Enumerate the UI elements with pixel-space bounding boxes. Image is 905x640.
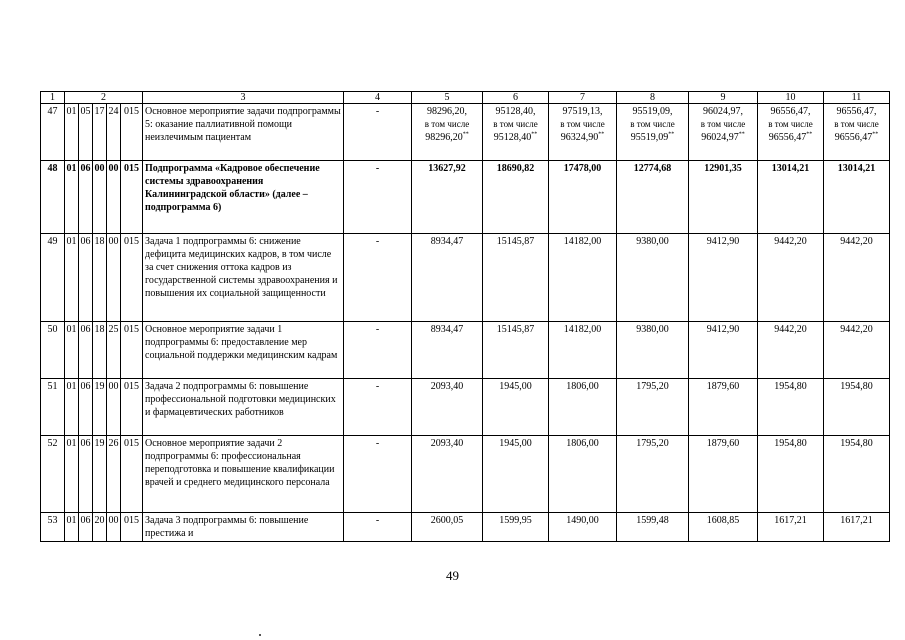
code-cell: 06 (79, 322, 93, 379)
value-cell (824, 436, 890, 513)
value-amount: 96024,97, (703, 106, 743, 117)
value-amount: 1490,00 (566, 515, 599, 526)
value-sub-amount: 98296,20 (425, 132, 463, 143)
code-cell: 19 (93, 436, 107, 513)
value-amount: 13014,21 (837, 163, 876, 174)
code-cell: 00 (107, 379, 121, 436)
dash-cell: - (344, 322, 412, 379)
code-cell: 015 (121, 104, 143, 161)
code-cell: 18 (93, 234, 107, 322)
value-amount: 15145,87 (496, 324, 535, 335)
value-amount: 2600,05 (430, 515, 464, 526)
value-amount: 14182,00 (563, 324, 602, 335)
value-amount: 8934,47 (430, 324, 464, 335)
footnote-mark: ** (872, 131, 879, 138)
value-cell (412, 104, 483, 161)
row-number-cell: 48 (41, 161, 65, 234)
code-cell: 01 (65, 322, 79, 379)
table-row (41, 104, 890, 161)
code-cell: 06 (79, 436, 93, 513)
code-cell: 19 (93, 379, 107, 436)
value-sub-amount: 96556,47 (768, 132, 807, 143)
value-amount: 1617,21 (774, 515, 807, 526)
value-cell (412, 322, 483, 379)
code-cell: 00 (107, 513, 121, 542)
value-cell (758, 322, 824, 379)
value-amount: 2093,40 (430, 438, 464, 449)
value-amount: 2093,40 (430, 381, 464, 392)
code-cell: 17 (93, 104, 107, 161)
row-number-cell: 51 (41, 379, 65, 436)
value-cell (617, 161, 689, 234)
value-amount: 95519,09, (632, 106, 673, 117)
value-amount: 9380,00 (636, 236, 669, 247)
dash-cell: - (344, 513, 412, 542)
value-cell (689, 379, 758, 436)
value-cell (549, 513, 617, 542)
value-cell (617, 513, 689, 542)
value-amount: 1599,95 (499, 515, 532, 526)
header-cell: 3 (143, 92, 344, 104)
code-cell: 24 (107, 104, 121, 161)
value-cell (758, 161, 824, 234)
value-cell (689, 436, 758, 513)
table-row (41, 513, 890, 542)
value-cell (758, 436, 824, 513)
value-cell (689, 322, 758, 379)
value-amount: 1795,20 (636, 438, 669, 449)
value-cell (689, 161, 758, 234)
row-number-cell: 53 (41, 513, 65, 542)
value-cell (549, 322, 617, 379)
value-sub-amount: 96024,97 (701, 132, 739, 143)
value-amount: 1945,00 (499, 438, 532, 449)
dash-cell: - (344, 161, 412, 234)
value-amount: 1617,21 (840, 515, 873, 526)
code-cell: 015 (121, 161, 143, 234)
header-cell: 8 (617, 92, 689, 104)
description-cell: Подпрограмма «Кадровое обеспечение системы здравоохранения Калининградской области» (далее – подпрограмма 6) (143, 161, 344, 234)
value-cell (689, 513, 758, 542)
dash-cell: - (344, 104, 412, 161)
value-amount: 9380,00 (636, 324, 669, 335)
value-amount: 9412,90 (706, 236, 740, 247)
value-amount: 8934,47 (430, 236, 464, 247)
value-cell (483, 234, 549, 322)
footnote-mark: ** (531, 131, 538, 138)
code-cell: 25 (107, 322, 121, 379)
value-amount: 1806,00 (566, 381, 599, 392)
description-cell: Задача 1 подпрограммы 6: снижение дефицита медицинских кадров, в том числе за счет снижения оттока кадров из государственной системы здравоохранения и повышения их социальной защищенности (143, 234, 344, 322)
value-cell (412, 513, 483, 542)
value-cell (689, 104, 758, 161)
header-cell: 4 (344, 92, 412, 104)
value-cell (617, 436, 689, 513)
value-cell (483, 379, 549, 436)
value-amount: 1879,60 (706, 381, 740, 392)
value-amount: 13014,21 (771, 163, 810, 174)
value-amount: 1954,80 (840, 438, 873, 449)
value-sub-amount: 95519,09 (630, 132, 669, 143)
value-cell (483, 161, 549, 234)
value-amount: 9442,20 (840, 236, 873, 247)
description-cell: Задача 3 подпрограммы 6: повышение престижа и (143, 513, 344, 542)
value-amount: 9442,20 (840, 324, 873, 335)
page-number: 49 (446, 568, 459, 583)
value-amount: 95128,40, (495, 106, 536, 117)
code-cell: 01 (65, 379, 79, 436)
value-amount: 12901,35 (704, 163, 742, 174)
value-amount: 1954,80 (840, 381, 873, 392)
value-cell (549, 234, 617, 322)
description-cell: Основное мероприятие задачи подпрограммы 5: оказание паллиативной помощи неизлечимым пациентам (143, 104, 344, 161)
dash-cell: - (344, 379, 412, 436)
description-cell: Задача 2 подпрограммы 6: повышение профессиональной подготовки медицинских и фармацевтических работников (143, 379, 344, 436)
code-cell: 015 (121, 436, 143, 513)
code-cell: 06 (79, 234, 93, 322)
footnote-mark: ** (598, 131, 605, 138)
value-including-label: в том числе (630, 119, 675, 129)
value-cell (412, 234, 483, 322)
footnote-mark: ** (738, 131, 745, 138)
value-sub-amount: 96324,90 (560, 132, 599, 143)
value-cell (758, 104, 824, 161)
header-cell: 5 (412, 92, 483, 104)
value-cell (549, 161, 617, 234)
value-amount: 13627,92 (428, 163, 466, 174)
value-including-label: в том числе (834, 119, 879, 129)
description-cell: Основное мероприятие задачи 2 подпрограммы 6: профессиональная переподготовка и повышение квалификации врачей и среднего медицинского персонала (143, 436, 344, 513)
value-amount: 1608,85 (706, 515, 740, 526)
code-cell: 01 (65, 436, 79, 513)
code-cell: 05 (79, 104, 93, 161)
value-cell (758, 379, 824, 436)
code-cell: 01 (65, 234, 79, 322)
footnote-mark: ** (806, 131, 813, 138)
value-cell (824, 379, 890, 436)
value-cell (412, 436, 483, 513)
value-cell (483, 104, 549, 161)
value-amount: 96556,47, (836, 106, 877, 117)
table-row (41, 436, 890, 513)
value-including-label: в том числе (424, 119, 470, 129)
value-amount: 1945,00 (499, 381, 532, 392)
value-amount: 14182,00 (563, 236, 602, 247)
value-cell (617, 234, 689, 322)
value-cell (549, 104, 617, 161)
row-number-cell: 47 (41, 104, 65, 161)
code-cell: 01 (65, 161, 79, 234)
value-cell (824, 104, 890, 161)
code-cell: 01 (65, 513, 79, 542)
code-cell: 015 (121, 322, 143, 379)
code-cell: 20 (93, 513, 107, 542)
value-cell (483, 436, 549, 513)
header-cell: 6 (483, 92, 549, 104)
value-cell (483, 513, 549, 542)
code-cell: 00 (93, 161, 107, 234)
value-amount: 1954,80 (774, 381, 807, 392)
value-amount: 1599,48 (636, 515, 669, 526)
value-cell (549, 379, 617, 436)
value-amount: 1954,80 (774, 438, 807, 449)
code-cell: 06 (79, 379, 93, 436)
value-sub-amount: 95128,40 (493, 132, 532, 143)
header-cell: 7 (549, 92, 617, 104)
row-number-cell: 50 (41, 322, 65, 379)
code-cell: 00 (107, 161, 121, 234)
code-cell: 015 (121, 234, 143, 322)
value-including-label: в том числе (560, 119, 605, 129)
value-amount: 15145,87 (496, 236, 535, 247)
row-number-cell: 49 (41, 234, 65, 322)
code-cell: 00 (107, 234, 121, 322)
header-row (41, 92, 890, 104)
value-amount: 9412,90 (706, 324, 740, 335)
value-amount: 18690,82 (496, 163, 535, 174)
dash-cell: - (344, 234, 412, 322)
value-sub-amount: 96556,47 (834, 132, 873, 143)
value-cell (617, 322, 689, 379)
value-including-label: в том числе (700, 119, 746, 129)
header-cell: 9 (689, 92, 758, 104)
code-cell: 06 (79, 513, 93, 542)
header-cell: 2 (65, 92, 143, 104)
value-cell (824, 161, 890, 234)
value-amount: 9442,20 (774, 324, 807, 335)
code-cell: 015 (121, 513, 143, 542)
footnote-mark: ** (668, 131, 675, 138)
code-cell: 01 (65, 104, 79, 161)
value-cell (758, 234, 824, 322)
value-amount: 96556,47, (770, 106, 811, 117)
value-cell (483, 322, 549, 379)
value-amount: 1795,20 (636, 381, 669, 392)
table-row (41, 234, 890, 322)
budget-table (40, 91, 890, 542)
value-amount: 98296,20, (427, 106, 467, 117)
value-cell (824, 322, 890, 379)
code-cell: 26 (107, 436, 121, 513)
value-amount: 12774,68 (633, 163, 672, 174)
description-cell: Основное мероприятие задачи 1 подпрограммы 6: предоставление мер социальной поддержки медицинским кадрам (143, 322, 344, 379)
value-cell (689, 234, 758, 322)
value-cell (549, 436, 617, 513)
table-row (41, 379, 890, 436)
header-cell: 10 (758, 92, 824, 104)
value-including-label: в том числе (493, 119, 538, 129)
value-amount: 1806,00 (566, 438, 599, 449)
table-row (41, 322, 890, 379)
value-cell (617, 379, 689, 436)
code-cell: 18 (93, 322, 107, 379)
value-including-label: в том числе (768, 119, 813, 129)
header-cell: 11 (824, 92, 890, 104)
footnote-mark: ** (462, 131, 469, 138)
value-amount: 97519,13, (562, 106, 603, 117)
row-number-cell: 52 (41, 436, 65, 513)
code-cell: 015 (121, 379, 143, 436)
value-cell (758, 513, 824, 542)
value-cell (824, 513, 890, 542)
header-cell: 1 (41, 92, 65, 104)
code-cell: 06 (79, 161, 93, 234)
value-cell (824, 234, 890, 322)
value-cell (617, 104, 689, 161)
value-amount: 9442,20 (774, 236, 807, 247)
value-amount: 17478,00 (563, 163, 602, 174)
dash-cell: - (344, 436, 412, 513)
value-amount: 1879,60 (706, 438, 740, 449)
table-row (41, 161, 890, 234)
value-cell (412, 379, 483, 436)
scan-speck (259, 634, 261, 636)
value-cell (412, 161, 483, 234)
